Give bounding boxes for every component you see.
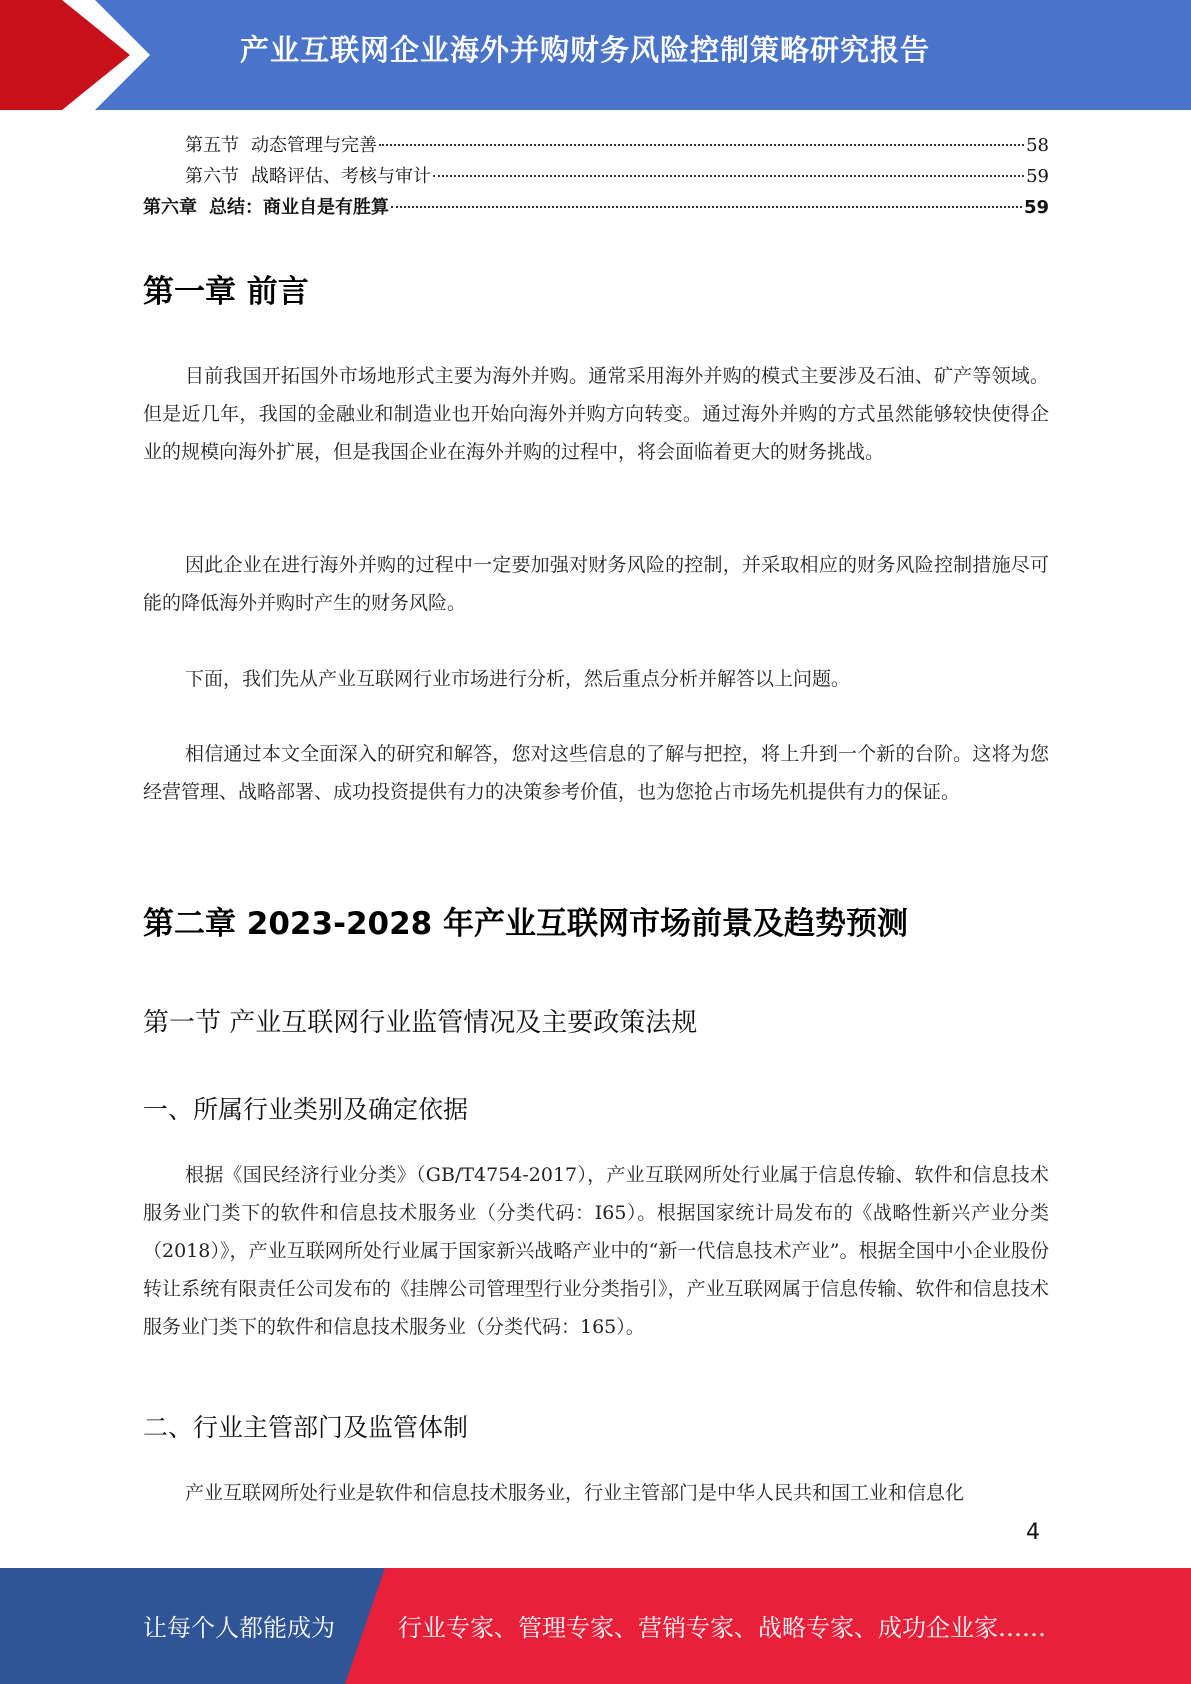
page-footer bbox=[0, 1568, 1191, 1684]
footer-slogan-left: 让每个人都能成为 bbox=[143, 1614, 335, 1642]
toc-entry-label: 第六章 总结：商业自是有胜算 bbox=[143, 197, 389, 218]
report-title: 产业互联网企业海外并购财务风险控制策略研究报告 bbox=[240, 33, 931, 67]
subsection-heading: 一、所属行业类别及确定依据 bbox=[143, 1095, 469, 1124]
toc-entry[interactable] bbox=[143, 162, 1049, 193]
header-arrow-decoration bbox=[0, 0, 170, 110]
table-of-contents bbox=[143, 131, 1049, 224]
toc-leader-dots bbox=[391, 206, 1022, 208]
chapter-heading: 第一章 前言 bbox=[143, 274, 309, 310]
toc-entry[interactable] bbox=[143, 131, 1049, 162]
toc-entry[interactable] bbox=[143, 193, 1049, 224]
toc-page-number: 58 bbox=[1026, 135, 1049, 156]
toc-page-number: 59 bbox=[1023, 197, 1049, 218]
toc-entry-label: 第六节 战略评估、考核与审计 bbox=[185, 166, 431, 187]
chapter-heading: 第二章 2023-2028 年产业互联网市场前景及趋势预测 bbox=[143, 906, 909, 942]
paragraph: 产业互联网所处行业是软件和信息技术服务业，行业主管部门是中华人民共和国工业和信息化 bbox=[185, 1482, 965, 1504]
paragraph: 因此企业在进行海外并购的过程中一定要加强对财务风险的控制，并采取相应的财务风险控制措施尽可能的降低海外并购时产生的财务风险。 bbox=[143, 554, 1049, 614]
subsection-heading: 二、行业主管部门及监管体制 bbox=[143, 1413, 469, 1442]
section-heading: 第一节 产业互联网行业监管情况及主要政策法规 bbox=[143, 1008, 698, 1038]
paragraph: 相信通过本文全面深入的研究和解答，您对这些信息的了解与把控，将上升到一个新的台阶。这将为您经营管理、战略部署、成功投资提供有力的决策参考价值，也为您抢占市场先机提供有力的保证。 bbox=[143, 743, 1049, 803]
toc-leader-dots bbox=[433, 175, 1024, 177]
toc-entry-label: 第五节 动态管理与完善 bbox=[185, 135, 377, 156]
page-number: 4 bbox=[1026, 1520, 1040, 1545]
paragraph: 根据《国民经济行业分类》（GB/T4754-2017），产业互联网所处行业属于信息传输、软件和信息技术服务业门类下的软件和信息技术服务业（分类代码：I65）。根据国家统计局发布的《战略性新兴产业分类（2018）》，产业互联网所处行业属于国家新兴战略产业中的“新一代信息技术产业”。根据全国中小企业股份转让系统有限责任公司发布的《挂牌公司管理型行业分类指引》，产业互联网属于信息传输、软件和信息技术服务业门类下的软件和信息技术服务业（分类代码：165）。 bbox=[143, 1164, 1049, 1338]
footer-slogan-right: 行业专家、管理专家、营销专家、战略专家、成功企业家…… bbox=[398, 1614, 1046, 1642]
toc-page-number: 59 bbox=[1026, 166, 1049, 187]
paragraph: 目前我国开拓国外市场地形式主要为海外并购。通常采用海外并购的模式主要涉及石油、矿产等领域。但是近几年，我国的金融业和制造业也开始向海外并购方向转变。通过海外并购的方式虽然能够较快使得企业的规模向海外扩展，但是我国企业在海外并购的过程中，将会面临着更大的财务挑战。 bbox=[143, 365, 1049, 463]
page-header bbox=[0, 0, 1191, 110]
paragraph: 下面，我们先从产业互联网行业市场进行分析，然后重点分析并解答以上问题。 bbox=[185, 668, 851, 690]
toc-leader-dots bbox=[379, 144, 1024, 146]
